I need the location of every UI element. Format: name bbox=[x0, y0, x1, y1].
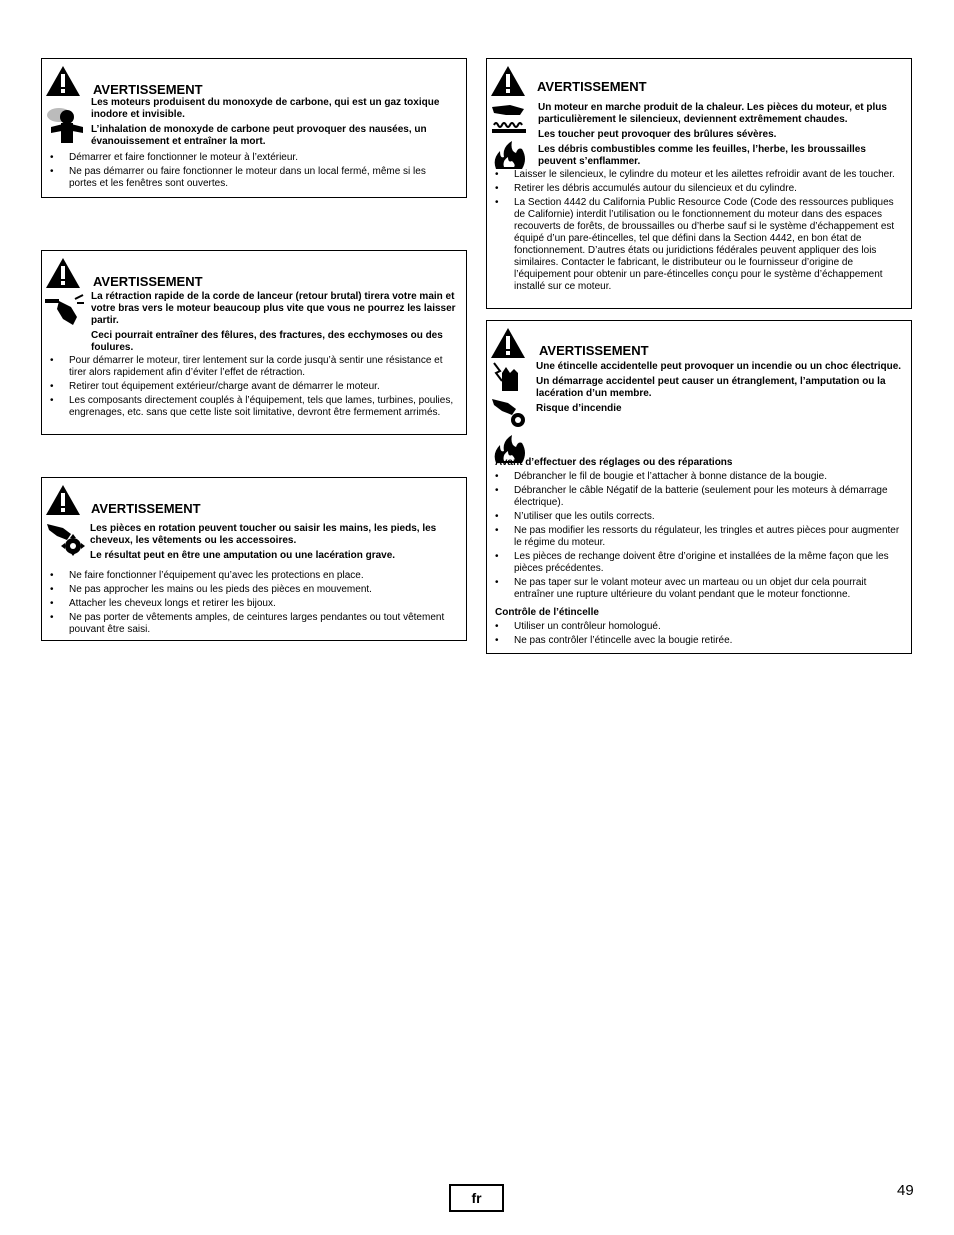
list-item: • Pour démarrer le moteur, tirer lentement sur la corde jusqu’à sentir une résistance et tirer alors rapidement afin d’éviter l’effet de rétraction. bbox=[42, 355, 458, 379]
warning-statement: Une étincelle accidentelle peut provoquer un incendie ou un choc électrique. bbox=[536, 361, 902, 372]
list-item: • Ne pas modifier les ressorts du régulateur, les tringles et autres pièces pour augmenter le régime du moteur. bbox=[487, 525, 905, 549]
language-tab: fr bbox=[449, 1184, 504, 1212]
toxic-gas-icon bbox=[45, 103, 85, 143]
warning-title: AVERTISSEMENT bbox=[537, 79, 647, 94]
list-item: • Les composants directement couplés à l’équipement, tels que lames, turbines, poulies, engrenages, etc. sans que cette liste soit limitative, devront être fermement arrimés. bbox=[42, 395, 458, 419]
list-item: • Attacher les cheveux longs et retirer les bijoux. bbox=[42, 598, 458, 610]
warning-statement: Ceci pourrait entraîner des fêlures, des fractures, des ecchymoses ou des foulures. bbox=[91, 330, 443, 353]
warning-statement: La rétraction rapide de la corde de lanceur (retour brutal) tirera votre main et votre bras vers le moteur beaucoup plus vite que vous ne pourrez les laisser partir. bbox=[91, 291, 456, 326]
warning-icons bbox=[490, 65, 530, 171]
list-item: • Démarrer et faire fonctionner le moteur à l’extérieur. bbox=[42, 152, 452, 164]
list-item: • Les pièces de rechange doivent être d’origine et installées de la même façon que les pièces précédentes. bbox=[487, 551, 905, 575]
list-item: • Ne pas approcher les mains ou les pieds des pièces en mouvement. bbox=[42, 584, 458, 596]
warning-icons bbox=[45, 65, 85, 143]
page-number: 49 bbox=[897, 1182, 914, 1199]
bullet-list bbox=[487, 471, 905, 601]
warning-triangle-icon bbox=[45, 484, 81, 516]
warning-box-kickback bbox=[41, 250, 467, 435]
section-heading: Avant d’effectuer des réglages ou des réparations bbox=[495, 457, 733, 468]
warning-box-heat bbox=[486, 58, 912, 309]
warning-triangle-icon bbox=[45, 257, 81, 289]
bullet-list bbox=[42, 355, 458, 421]
list-item: • La Section 4442 du California Public Resource Code (Code des ressources publiques de Californie) interdit l’utilisation ou le fonctionnement du moteur dans des espaces recouverts de forêts, de broussailles ou d’herbe sauf si le système d’échappement est équipé d’un pare-étincelles, tel que défini dans la Section 4442, en bon état de fonctionnement. D’autres états ou juridictions fédérales peuvent appliquer des lois similaires. Contacter le fabricant, le distributeur ou le fournisseur d’origine de l’équipement pour obtenir un pare-étincelles conçu pour le système d’échappement installé sur ce moteur. bbox=[487, 197, 903, 293]
warning-box-spark bbox=[486, 320, 912, 654]
bullet-list bbox=[42, 570, 458, 638]
hot-surface-icon bbox=[490, 103, 530, 137]
entanglement-icon bbox=[490, 395, 530, 429]
warning-statement: Les toucher peut provoquer des brûlures sévères. bbox=[538, 129, 777, 140]
kickback-hand-icon bbox=[45, 293, 85, 327]
list-item: • Laisser le silencieux, le cylindre du moteur et les ailettes refroidir avant de les toucher. bbox=[487, 169, 903, 181]
warning-triangle-icon bbox=[490, 65, 526, 97]
list-item: • N’utiliser que les outils corrects. bbox=[487, 511, 905, 523]
warning-statement: Les moteurs produisent du monoxyde de carbone, qui est un gaz toxique inodore et invisible. bbox=[91, 97, 440, 120]
warning-title: AVERTISSEMENT bbox=[91, 501, 201, 516]
warning-title: AVERTISSEMENT bbox=[93, 82, 203, 97]
bullet-list bbox=[42, 152, 452, 192]
bullet-list bbox=[487, 621, 905, 647]
warning-triangle-icon bbox=[45, 65, 81, 97]
bullet-list bbox=[487, 169, 903, 295]
section-heading: Contrôle de l’étincelle bbox=[495, 607, 599, 618]
warning-box-carbon-monoxide bbox=[41, 58, 467, 198]
warning-triangle-icon bbox=[490, 327, 526, 359]
list-item: • Ne pas porter de vêtements amples, de ceintures larges pendantes ou tout vêtement pouvant être saisi. bbox=[42, 612, 458, 636]
warning-icons bbox=[45, 257, 85, 327]
warning-title: AVERTISSEMENT bbox=[539, 343, 649, 358]
list-item: • Utiliser un contrôleur homologué. bbox=[487, 621, 905, 633]
list-item: • Ne pas contrôler l’étincelle avec la bougie retirée. bbox=[487, 635, 905, 647]
warning-statement: Le résultat peut en être une amputation ou une lacération grave. bbox=[90, 550, 396, 561]
list-item: • Débrancher le câble Négatif de la batterie (seulement pour les moteurs à démarrage électrique). bbox=[487, 485, 905, 509]
warning-statement: Risque d’incendie bbox=[536, 403, 622, 414]
list-item: • Ne pas démarrer ou faire fonctionner le moteur dans un local fermé, même si les portes et les fenêtres sont ouvertes. bbox=[42, 166, 452, 190]
warning-icons bbox=[45, 484, 85, 556]
warning-statement: L’inhalation de monoxyde de carbone peut provoquer des nausées, un évanouissement et entraîner la mort. bbox=[91, 124, 427, 147]
list-item: • Retirer tout équipement extérieur/charge avant de démarrer le moteur. bbox=[42, 381, 458, 393]
entanglement-icon bbox=[45, 520, 85, 556]
list-item: • Retirer les débris accumulés autour du silencieux et du cylindre. bbox=[487, 183, 903, 195]
list-item: • Ne pas taper sur le volant moteur avec un marteau ou un objet dur cela pourrait entraîner une rupture ultérieure du volant pendant que le moteur fonctionne. bbox=[487, 577, 905, 601]
warning-statement: Un moteur en marche produit de la chaleur. Les pièces du moteur, et plus particulièrement le silencieux, deviennent extrêmement chaudes. bbox=[538, 102, 887, 125]
warning-box-rotating-parts bbox=[41, 477, 467, 641]
warning-statement: Les pièces en rotation peuvent toucher ou saisir les mains, les pieds, les cheveux, les vêtements ou les accessoires. bbox=[90, 523, 437, 546]
fire-icon bbox=[490, 139, 530, 171]
warning-title: AVERTISSEMENT bbox=[93, 274, 203, 289]
electric-shock-icon bbox=[490, 361, 530, 393]
list-item: • Ne faire fonctionner l’équipement qu’avec les protections en place. bbox=[42, 570, 458, 582]
warning-icons bbox=[490, 327, 530, 465]
list-item: • Débrancher le fil de bougie et l’attacher à bonne distance de la bougie. bbox=[487, 471, 905, 483]
warning-statement: Les débris combustibles comme les feuilles, l’herbe, les broussailles peuvent s’enflammer. bbox=[538, 144, 866, 167]
warning-statement: Un démarrage accidentel peut causer un étranglement, l’amputation ou la lacération d’un membre. bbox=[536, 376, 886, 399]
